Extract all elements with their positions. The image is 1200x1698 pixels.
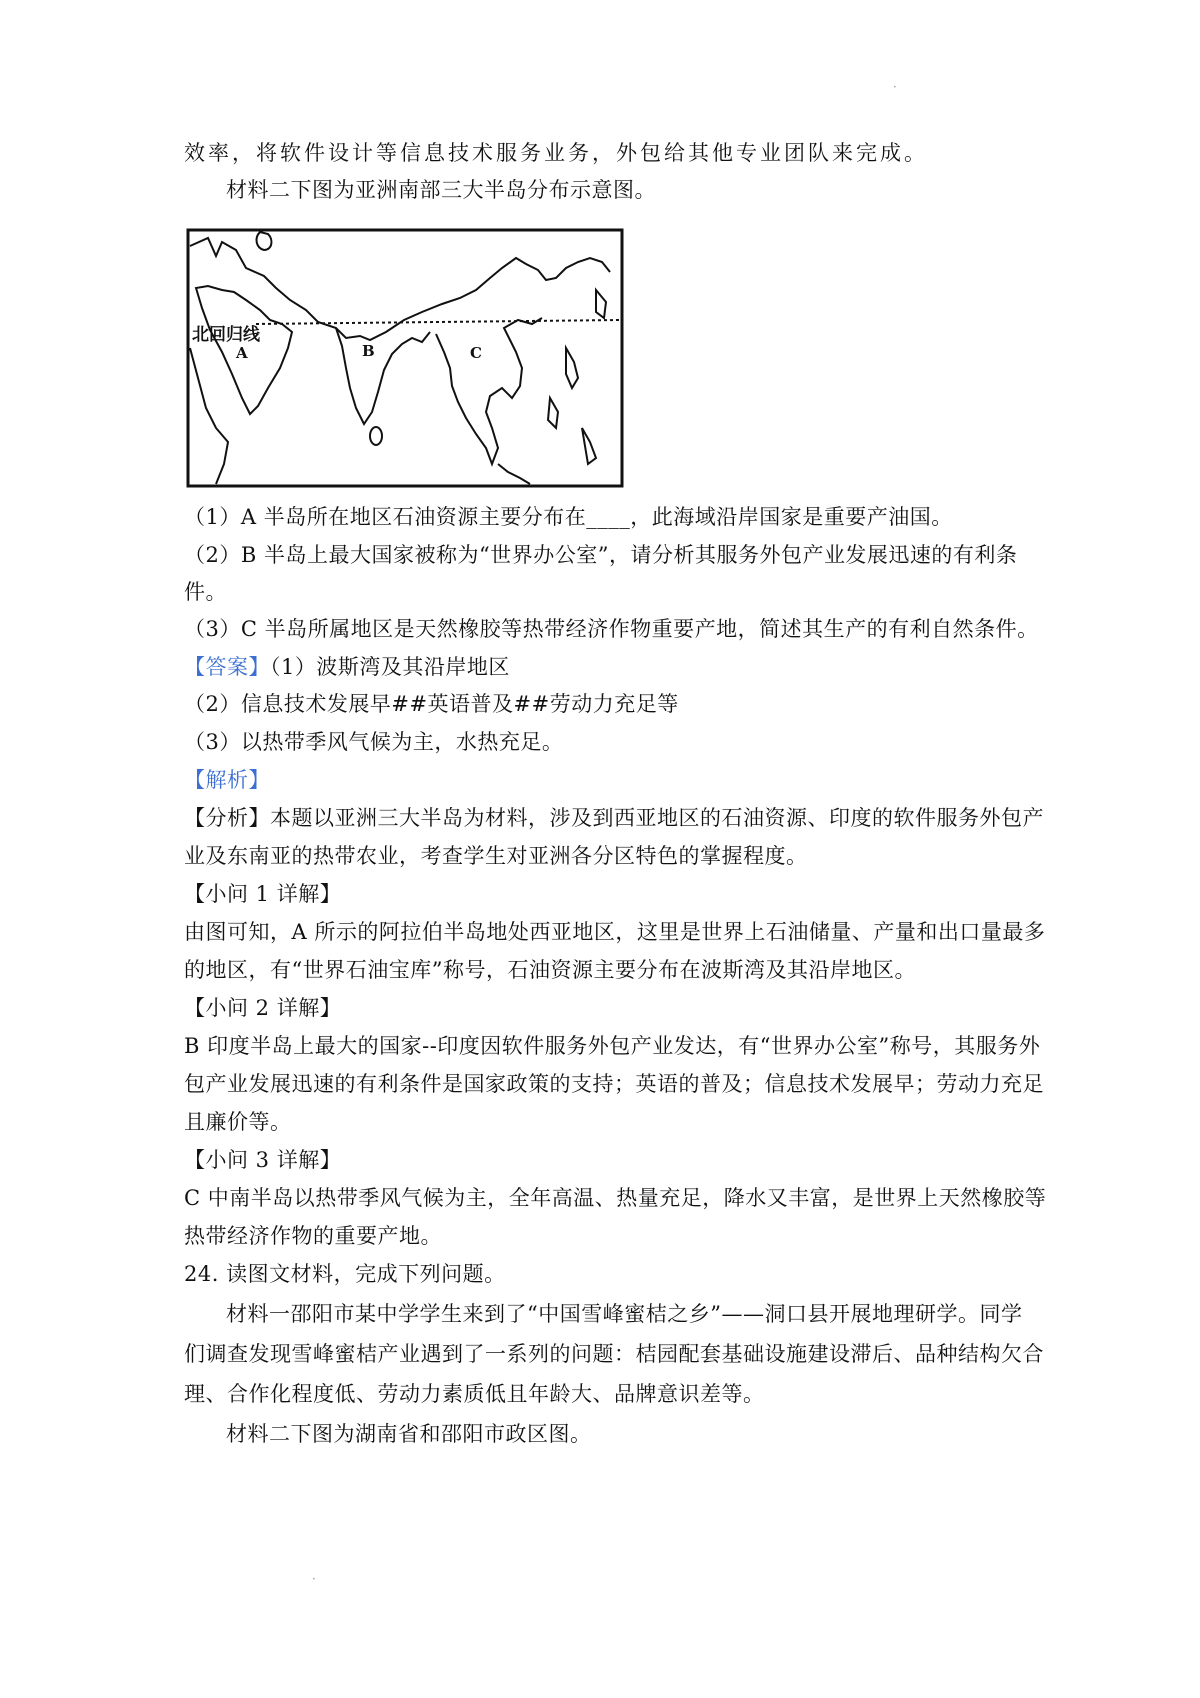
sub-question-1-heading: 【小问 1 详解】 bbox=[184, 882, 342, 906]
south-asia-peninsulas-map bbox=[186, 228, 626, 490]
sub-question-3-heading: 【小问 3 详解】 bbox=[184, 1148, 342, 1172]
answer-line-1 bbox=[184, 652, 1044, 682]
question-1: （1）A 半岛所在地区石油资源主要分布在____，此海域沿岸国家是重要产油国。 bbox=[184, 505, 953, 529]
question-24-material-line: 理、合作化程度低、劳动力素质低且年龄大、品牌意识差等。 bbox=[184, 1382, 765, 1406]
question-3: （3）C 半岛所属地区是天然橡胶等热带经济作物重要产地，简述其生产的有利自然条件。 bbox=[184, 617, 1039, 641]
sub-question-3-line: 热带经济作物的重要产地。 bbox=[184, 1224, 442, 1248]
sub-question-2-line: 且廉价等。 bbox=[184, 1110, 292, 1134]
sub-question-1-line: 的地区，有“世界石油宝库”称号，石油资源主要分布在波斯湾及其沿岸地区。 bbox=[184, 958, 916, 982]
analysis-summary-line: 【分析】本题以亚洲三大半岛为材料，涉及到西亚地区的石油资源、印度的软件服务外包产 bbox=[184, 806, 1044, 830]
material-text-line: 效率，将软件设计等信息技术服务业务，外包给其他专业团队来完成。 bbox=[184, 141, 928, 165]
question-2-line: 件。 bbox=[184, 580, 227, 604]
answer-tag: 【答案】 bbox=[184, 655, 270, 679]
question-24-material-line: 材料一邵阳市某中学学生来到了“中国雪峰蜜桔之乡”——洞口县开展地理研学。同学 bbox=[226, 1302, 1023, 1326]
question-24-title: 24. 读图文材料，完成下列问题。 bbox=[184, 1262, 506, 1286]
tropic-label: 北回归线 bbox=[192, 325, 260, 345]
sub-question-2-line: 包产业发展迅速的有利条件是国家政策的支持；英语的普及；信息技术发展早；劳动力充足 bbox=[184, 1072, 1044, 1096]
sub-question-1-line: 由图可知，A 所示的阿拉伯半岛地处西亚地区，这里是世界上石油储量、产量和出口量最多 bbox=[184, 920, 1046, 944]
scan-speck: · bbox=[312, 1572, 316, 1586]
map-frame bbox=[188, 230, 622, 486]
sub-question-2-heading: 【小问 2 详解】 bbox=[184, 996, 342, 1020]
answer-2: （2）信息技术发展早##英语普及##劳动力充足等 bbox=[184, 692, 679, 716]
sub-question-3-line: C 中南半岛以热带季风气候为主，全年高温、热量充足，降水又丰富，是世界上天然橡胶等 bbox=[184, 1186, 1047, 1210]
scan-speck: · bbox=[893, 80, 897, 94]
analysis-summary-line: 业及东南亚的热带农业，考查学生对亚洲各分区特色的掌握程度。 bbox=[184, 844, 808, 868]
answer-3: （3）以热带季风气候为主，水热充足。 bbox=[184, 730, 564, 754]
answer-1: （1）波斯湾及其沿岸地区 bbox=[270, 655, 510, 679]
peninsula-label-c: C bbox=[470, 344, 482, 362]
peninsula-label-a: A bbox=[236, 344, 248, 362]
sub-question-2-line: B 印度半岛上最大的国家--印度因软件服务外包产业发达，有“世界办公室”称号，其服务外 bbox=[184, 1034, 1041, 1058]
question-2-line: （2）B 半岛上最大国家被称为“世界办公室”，请分析其服务外包产业发展迅速的有利条 bbox=[184, 543, 1018, 567]
map-figure bbox=[186, 228, 626, 490]
question-24-material-line: 们调查发现雪峰蜜桔产业遇到了一系列的问题：桔园配套基础设施建设滞后、品种结构欠合 bbox=[184, 1342, 1044, 1366]
question-24-material-two: 材料二下图为湖南省和邵阳市政区图。 bbox=[226, 1422, 592, 1446]
analysis-tag: 【解析】 bbox=[184, 768, 270, 792]
peninsula-label-b: B bbox=[362, 342, 375, 360]
material-two-caption: 材料二下图为亚洲南部三大半岛分布示意图。 bbox=[226, 178, 656, 202]
